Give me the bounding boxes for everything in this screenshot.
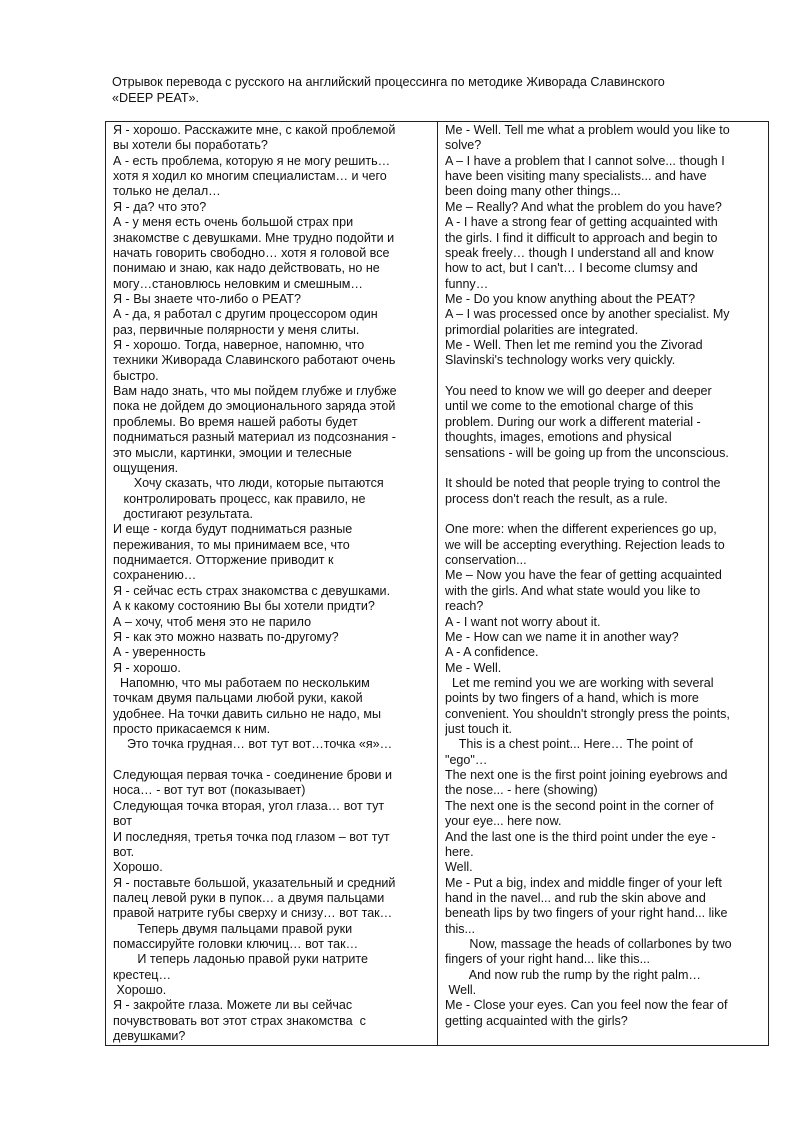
russian-line: техники Живорада Славинского работают очень xyxy=(113,353,396,368)
english-line: the nose... - here (showing) xyxy=(445,783,598,798)
english-line: fingers of your right hand... like this... xyxy=(445,952,651,967)
english-text xyxy=(445,123,764,1029)
russian-line: почувствовать вот этот страх знакомства с xyxy=(113,1013,366,1028)
english-line: One more: when the different experiences go up, xyxy=(445,522,717,537)
russian-line: переживания, то мы принимаем все, что xyxy=(113,537,350,552)
transcript-row xyxy=(106,122,769,1046)
russian-line: помассируйте головки ключиц… вот так… xyxy=(113,937,359,952)
russian-text xyxy=(113,123,433,1045)
russian-line: только не делал… xyxy=(113,184,221,199)
russian-line: Хорошо. xyxy=(113,983,167,998)
russian-line: это мысли, картинки, эмоции и телесные xyxy=(113,445,352,460)
english-line: Let me remind you we are working with several xyxy=(445,675,714,690)
russian-line: быстро. xyxy=(113,368,159,383)
english-line: getting acquainted with the girls? xyxy=(445,1013,628,1028)
english-line: been doing many other things... xyxy=(445,184,621,199)
russian-line: А - у меня есть очень большой страх при xyxy=(113,215,354,230)
russian-line: Следующая первая точка - соединение брови и xyxy=(113,768,392,783)
russian-line: Я - да? что это? xyxy=(113,199,207,214)
russian-line: Я - сейчас есть страх знакомства с девушками. xyxy=(113,583,391,598)
english-line: this... xyxy=(445,921,475,936)
english-line: funny… xyxy=(445,276,489,291)
document-title xyxy=(112,75,742,106)
english-line: A – I was processed once by another specialist. My xyxy=(445,307,730,322)
russian-line: Это точка грудная… вот тут вот…точка «я»… xyxy=(113,737,393,752)
english-line: convenient. You shouldn't strongly press the points, xyxy=(445,706,730,721)
english-line xyxy=(445,369,764,384)
russian-line: сохранению… xyxy=(113,568,197,583)
russian-line: Я - хорошо. Тогда, наверное, напомню, что xyxy=(113,338,365,353)
russian-line: девушками? xyxy=(113,1029,186,1044)
english-line: Now, massage the heads of collarbones by two xyxy=(445,937,732,952)
english-line: we will be accepting everything. Rejection leads to xyxy=(445,537,725,552)
russian-line: вот xyxy=(113,814,132,829)
russian-line: достигают результата. xyxy=(113,506,253,521)
english-line: The next one is the first point joining eyebrows and xyxy=(445,768,728,783)
english-line: just touch it. xyxy=(445,722,512,737)
english-line: speak freely… though I understand all and know xyxy=(445,245,714,260)
russian-line: вы хотели бы поработать? xyxy=(113,138,268,153)
english-line xyxy=(445,507,764,522)
english-line: points by two fingers of a hand, which is more xyxy=(445,691,699,706)
russian-line: просто прикасаемся к ним. xyxy=(113,722,271,737)
english-line xyxy=(445,461,764,476)
english-column xyxy=(438,122,769,1046)
english-line: Me - Well. Tell me what a problem would you like to xyxy=(445,123,730,137)
russian-line: Я - Вы знаете что-либо о PEAT? xyxy=(113,291,301,306)
russian-line: поднимается. Отторжение приводит к xyxy=(113,553,334,568)
russian-line: И теперь ладонью правой руки натрите xyxy=(113,952,369,967)
russian-line: Я - как это можно назвать по-другому? xyxy=(113,629,339,644)
russian-line: палец левой руки в пупок… а двумя пальцами xyxy=(113,890,385,905)
russian-line: ощущения. xyxy=(113,460,179,475)
russian-line: А к какому состоянию Вы бы хотели придти? xyxy=(113,599,375,614)
english-line: Me - Close your eyes. Can you feel now the fear of xyxy=(445,998,728,1013)
russian-line xyxy=(113,753,433,768)
russian-line: правой натрите губы сверху и снизу… вот так… xyxy=(113,906,393,921)
english-line: Me - Well. Then let me remind you the Zivorad xyxy=(445,338,703,353)
russian-line: А – хочу, чтоб меня это не парило xyxy=(113,614,312,629)
russian-line: А - есть проблема, которую я не могу решить… xyxy=(113,153,391,168)
english-line: process don't reach the result, as a rule. xyxy=(445,491,668,506)
english-line: Me - Well. xyxy=(445,660,502,675)
russian-line: крестец… xyxy=(113,967,172,982)
russian-line: вот. xyxy=(113,844,135,859)
english-line: how to act, but I can't… I become clumsy and xyxy=(445,261,698,276)
russian-line: понимаю и знаю, как надо действовать, но не xyxy=(113,261,380,276)
english-line: Me – Really? And what the problem do you have? xyxy=(445,199,722,214)
russian-line: носа… - вот тут вот (показывает) xyxy=(113,783,306,798)
english-line: sensations - will be going up from the unconscious. xyxy=(445,445,729,460)
russian-line: хотя я ходил ко многим специалистам… и чего xyxy=(113,169,387,184)
english-line: the girls. I find it difficult to approach and begin to xyxy=(445,230,718,245)
russian-line: Я - закройте глаза. Можете ли вы сейчас xyxy=(113,998,353,1013)
english-line: A - I want not worry about it. xyxy=(445,614,601,629)
english-line: "ego"… xyxy=(445,752,488,767)
russian-line: Следующая точка вторая, угол глаза… вот тут xyxy=(113,798,385,813)
russian-line: Я - хорошо. Расскажите мне, с какой проблемой xyxy=(113,123,396,137)
russian-line: начать говорить свободно… хотя я головой все xyxy=(113,245,390,260)
english-line: beneath lips by two fingers of your right hand... like xyxy=(445,906,728,921)
english-line: hand in the navel... and rub the skin above and xyxy=(445,890,706,905)
english-line: The next one is the second point in the corner of xyxy=(445,798,714,813)
english-line: This is a chest point... Here… The point of xyxy=(445,737,693,752)
document-title-line-2: «DEEP PEAT». xyxy=(112,90,200,105)
english-line: A - I have a strong fear of getting acquainted with xyxy=(445,215,718,230)
english-line: Me - Put a big, index and middle finger of your left xyxy=(445,875,722,890)
english-line: It should be noted that people trying to control the xyxy=(445,476,721,491)
english-line: Me - How can we name it in another way? xyxy=(445,629,679,644)
russian-line: Хочу сказать, что люди, которые пытаются xyxy=(113,476,384,491)
english-line: here. xyxy=(445,844,474,859)
english-line: Well. xyxy=(445,983,477,998)
english-line: reach? xyxy=(445,599,484,614)
russian-line: Вам надо знать, что мы пойдем глубже и глубже xyxy=(113,384,397,399)
english-line: have been visiting many specialists... and have xyxy=(445,169,707,184)
english-line: solve? xyxy=(445,138,482,153)
english-line: A – I have a problem that I cannot solve... though I xyxy=(445,153,725,168)
russian-line: точкам двумя пальцами любой руки, какой xyxy=(113,691,363,706)
russian-line: А - да, я работал с другим процессором один xyxy=(113,307,378,322)
english-line: your eye... here now. xyxy=(445,814,562,829)
english-line: Me – Now you have the fear of getting acquainted xyxy=(445,568,722,583)
english-line: primordial polarities are integrated. xyxy=(445,322,639,337)
english-line: Well. xyxy=(445,860,473,875)
english-line: Me - Do you know anything about the PEAT? xyxy=(445,291,696,306)
russian-line: проблемы. Во время нашей работы будет xyxy=(113,414,358,429)
english-line: problem. During our work a different material - xyxy=(445,414,701,429)
russian-line: раз, первичные полярности у меня слиты. xyxy=(113,322,360,337)
english-line: A - A confidence. xyxy=(445,645,539,660)
english-line: conservation... xyxy=(445,553,527,568)
russian-line: Я - хорошо. xyxy=(113,660,181,675)
russian-line: удобнее. На точки давить сильно не надо, мы xyxy=(113,706,382,721)
russian-line: Напомню, что мы работаем по нескольким xyxy=(113,675,370,690)
russian-line: подниматься разный материал из подсознания - xyxy=(113,430,396,445)
russian-line: Хорошо. xyxy=(113,860,163,875)
russian-line: пока не дойдем до эмоционального заряда этой xyxy=(113,399,396,414)
english-line: with the girls. And what state would you like to xyxy=(445,583,701,598)
english-line: And the last one is the third point under the eye - xyxy=(445,829,716,844)
russian-line: могу…становлюсь неловким и смешным… xyxy=(113,276,363,291)
document-title-line-1: Отрывок перевода с русского на английский процессинга по методике Живорада Славинского xyxy=(112,75,665,89)
russian-line: И последняя, третья точка под глазом – вот тут xyxy=(113,829,390,844)
russian-line: знакомстве с девушками. Мне трудно подойти и xyxy=(113,230,395,245)
russian-line: И еще - когда будут подниматься разные xyxy=(113,522,353,537)
english-line: And now rub the rump by the right palm… xyxy=(445,967,701,982)
russian-line: контролировать процесс, как правило, не xyxy=(113,491,366,506)
english-line: Slavinski's technology works very quickly. xyxy=(445,353,676,368)
english-line: thoughts, images, emotions and physical xyxy=(445,430,672,445)
transcript-table xyxy=(105,121,769,1046)
english-line: until we come to the emotional charge of this xyxy=(445,399,694,414)
russian-line: Я - поставьте большой, указательный и средний xyxy=(113,875,396,890)
russian-column xyxy=(106,122,438,1046)
russian-line: А - уверенность xyxy=(113,645,206,660)
english-line: You need to know we will go deeper and deeper xyxy=(445,384,712,399)
russian-line: Теперь двумя пальцами правой руки xyxy=(113,921,353,936)
